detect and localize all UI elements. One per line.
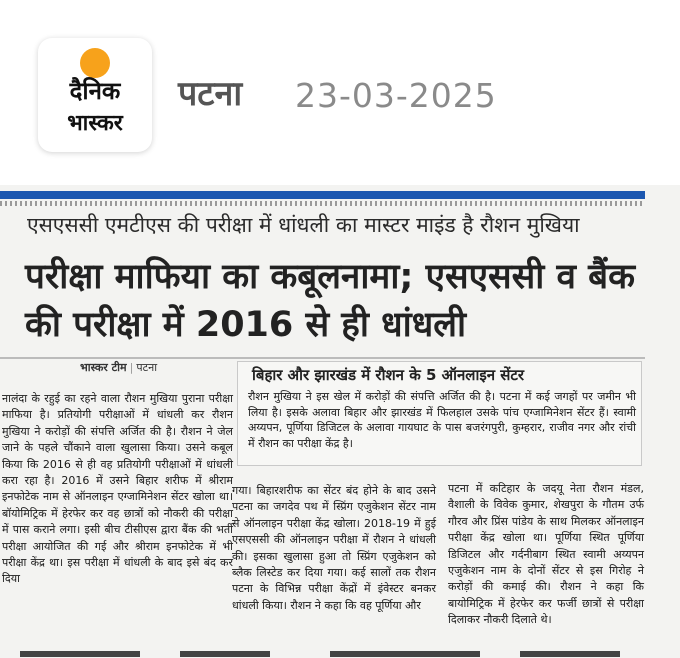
- edition-city: पटना: [178, 74, 243, 114]
- cropped-next-article: [0, 647, 645, 658]
- logo-text-dainik: दैनिक: [69, 77, 121, 105]
- headline-divider: [0, 357, 645, 359]
- byline-city: पटना: [136, 361, 158, 374]
- page-top-rule: [0, 191, 645, 199]
- article-byline: [80, 361, 157, 375]
- edition-date: 23-03-2025: [295, 76, 497, 115]
- dainik-bhaskar-logo[interactable]: [38, 38, 152, 152]
- article-kicker: एसएससी एमटीएस की परीक्षा में धांधली का मास्टर माइंड है रौशन मुखिया: [27, 213, 580, 237]
- newspaper-clipping: [0, 185, 680, 658]
- article-column-3: पटना में कटिहार के जदयू नेता रौशन मंडल, वैशाली के विवेक कुमार, शेखपुरा के गौतम उर्फ गौरव और प्रिंस पांडेय के साथ मिलकर ऑनलाइन परीक्षा केंद्र खोला था। पूर्णिया स्थित पूर्णिया डिजिटल और गर्दनीबाग स्थित स्वामी अय्यपन एजुकेशन नाम के दोनों सेंटर से इस गिरोह ने करोड़ों की कमाई की। रौशन ने कहा कि बायोमिट्रिक में हेरफेर कर फर्जी छात्रों से परीक्षा दिलाकर नौकरी दिलाते थे।: [448, 482, 644, 627]
- byline-separator: |: [129, 361, 134, 374]
- info-box-body: रौशन मुखिया ने इस खेल में करोड़ों की संपत्ति अर्जित की है। पटना में कई जगहों पर जमीन भी लिया है। इसके अलावा बिहार और झारखंड में फिलहाल उसके पांच एग्जामिनेशन सेंटर हैं। स्वामी अय्यपन, पूर्णिया डिजिटल के अलावा गायघाट के पास बजरंगपुरी, कुम्हरार, राजीव नगर और रांची में रौशन का परीक्षा केंद्र है।: [248, 390, 636, 450]
- logo-text-bhaskar: भास्कर: [67, 111, 123, 136]
- app-header: [0, 0, 680, 185]
- article-column-2: गया। बिहारशरीफ का सेंटर बंद होने के बाद उसने पटना का जगदेव पथ में स्प्रिंग एजुकेशन सेंटर नाम से ऑनलाइन परीक्षा केंद्र खोला। 2018-19 में हुई एसएससी की ऑनलाइन परीक्षा में रौशन ने धांधली की। इसका खुलासा हुआ तो स्प्रिंग एजुकेशन को ब्लैक लिस्टेड कर दिया गया। कई सालों तक रौशन पटना के विभिन्न परीक्षा केंद्रों में इंवेस्टर बनकर धांधली किया। रौशन ने कहा कि वह पूर्णिया और: [232, 484, 436, 612]
- byline-name: भास्कर टीम: [80, 361, 127, 374]
- info-box-title: बिहार और झारखंड में रौशन के 5 ऑनलाइन सेंटर: [252, 366, 525, 384]
- article-headline: परीक्षा माफिया का कबूलनामा; एसएससी व बैंक की परीक्षा में 2016 से ही धांधली: [25, 257, 636, 345]
- dotted-divider: [0, 201, 645, 206]
- sun-icon: [80, 48, 110, 78]
- article-column-1: नालंदा के रहुई का रहने वाला रौशन मुखिया पुराना परीक्षा माफिया है। प्रतियोगी परीक्षाओं में धांधली कर रौशन मुखिया ने करोड़ों की संपत्ति अर्जित की है। रौशन ने जेल जाने के पहले चौंकाने वाला खुलासा किया। उसने कबूल किया कि 2016 से ही वह प्रतियोगी परीक्षाओं में धांधली करा रहा है। 2016 में उसने बिहार शरीफ में श्रीराम इनफोटेक नाम से ऑनलाइन एग्जामिनेशन सेंटर खोला था। बॉयोमिट्रिक में हेरफेर कर वह छात्रों को नौकरी की परीक्षा में पास कराने लगा। इसी बीच टीसीएस द्वारा बैंक की भर्ती परीक्षा आयोजित की गई और श्रीराम इनफोटेक में भी परीक्षा केंद्र था। इस परीक्षा में धांधली के बाद इसे बंद कर दिया: [2, 392, 233, 586]
- info-box: [237, 361, 642, 466]
